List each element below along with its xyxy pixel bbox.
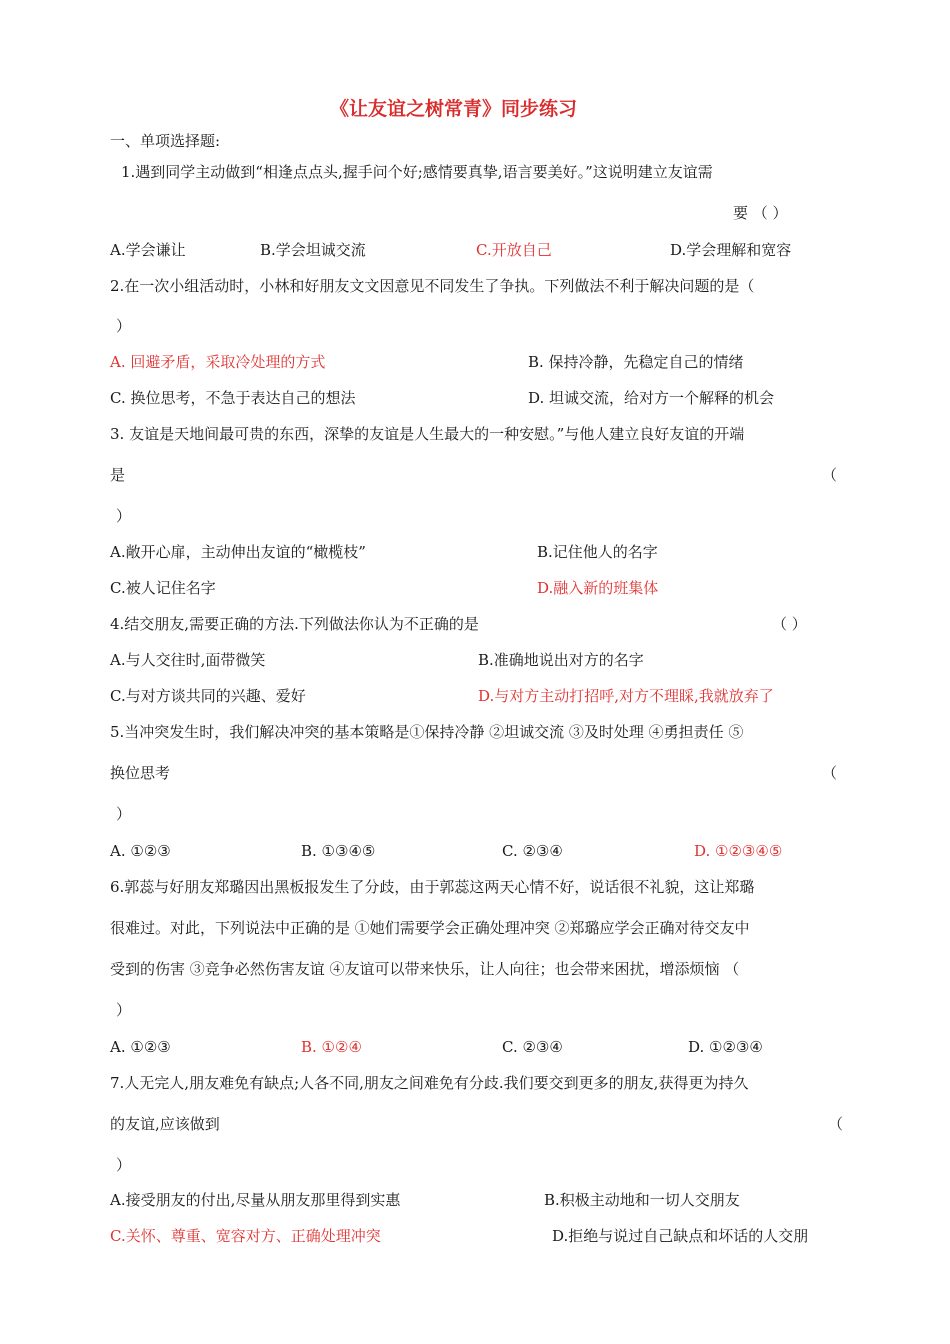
q2-stem-cont: ） [116,317,132,335]
q5-stem-cont: 换位思考 [110,764,171,782]
q4-option-a: A.与人交往时,面带微笑 [110,651,266,669]
q7-paren-open: （ [828,1115,844,1133]
q2-stem: 2.在一次小组活动时，小林和好朋友文文因意见不同发生了争执。下列做法不利于解决问题的是（ [110,277,755,295]
q7-stem-cont: 的友谊,应该做到 [110,1115,220,1133]
q1-stem: 1.遇到同学主动做到“相逢点点头,握手问个好;感情要真挚,语言要美好。”这说明建立友谊需 [121,163,713,181]
q2-option-b: B. 保持冷静，先稳定自己的情绪 [528,353,744,371]
q7-option-b: B.积极主动地和一切人交朋友 [544,1191,740,1209]
q3-paren-open: （ [822,466,838,484]
q3-option-a: A.敞开心扉，主动伸出友谊的“橄榄枝” [110,543,366,561]
q7-option-a: A.接受朋友的付出,尽量从朋友那里得到实惠 [110,1191,401,1209]
q3-option-d-answer: D.融入新的班集体 [537,579,659,597]
q4-option-b: B.准确地说出对方的名字 [478,651,644,669]
q6-option-d: D. ①②③④ [688,1038,763,1056]
q5-option-a: A. ①②③ [110,842,171,860]
q4-stem: 4.结交朋友,需要正确的方法.下列做法你认为不正确的是 [110,615,479,633]
q5-option-d-answer: D. ①②③④⑤ [694,842,783,860]
q1-option-d: D.学会理解和宽容 [670,241,792,259]
q6-stem-line2: 很难过。对此，下列说法中正确的是 ①她们需要学会正确处理冲突 ②郑璐应学会正确对待交友中 [110,919,750,937]
q6-option-a: A. ①②③ [110,1038,171,1056]
section-heading: 一、单项选择题: [110,132,221,150]
q6-paren-close: ） [116,1001,132,1019]
q3-paren-close: ） [116,507,132,525]
q3-stem-cont: 是 [110,466,126,484]
q1-stem-cont: 要 （ ） [733,204,788,222]
q3-option-b: B.记住他人的名字 [537,543,658,561]
q7-paren-close: ） [116,1156,132,1174]
q7-option-d: D.拒绝与说过自己缺点和坏话的人交朋 [552,1227,809,1245]
q6-option-b-answer: B. ①②④ [301,1038,362,1056]
q6-stem: 6.郭蕊与好朋友郑璐因出黑板报发生了分歧，由于郭蕊这两天心情不好，说话很不礼貌，这让郑璐 [110,878,755,896]
q2-option-a-answer: A. 回避矛盾，采取冷处理的方式 [110,353,326,371]
q6-stem-line3: 受到的伤害 ③竞争必然伤害友谊 ④友谊可以带来快乐，让人向往；也会带来困扰，增添烦恼 （ [110,960,740,978]
q7-option-c-answer: C.关怀、尊重、宽容对方、正确处理冲突 [110,1227,381,1245]
q7-stem: 7.人无完人,朋友难免有缺点;人各不同,朋友之间难免有分歧.我们要交到更多的朋友,获得更为持久 [110,1074,749,1092]
q1-option-a: A.学会谦让 [110,241,186,259]
q5-paren-open: （ [822,764,838,782]
q3-stem: 3. 友谊是天地间最可贵的东西，深挚的友谊是人生最大的一种安慰。”与他人建立良好友谊的开端 [110,425,745,443]
q2-option-d: D. 坦诚交流，给对方一个解释的机会 [528,389,775,407]
q4-option-d-answer: D.与对方主动打招呼,对方不理睬,我就放弃了 [478,687,774,705]
q4-option-c: C.与对方谈共同的兴趣、爱好 [110,687,306,705]
q5-paren-close: ） [116,805,132,823]
q5-stem: 5.当冲突发生时，我们解决冲突的基本策略是①保持冷静 ②坦诚交流 ③及时处理 ④勇担责任 ⑤ [110,723,744,741]
q4-paren: （ ） [772,615,807,633]
q5-option-c: C. ②③④ [502,842,563,860]
q1-option-c-answer: C.开放自己 [476,241,552,259]
q2-option-c: C. 换位思考，不急于表达自己的想法 [110,389,356,407]
q5-option-b: B. ①③④⑤ [301,842,376,860]
page-title: 《让友谊之树常青》同步练习 [330,98,578,120]
q6-option-c: C. ②③④ [502,1038,563,1056]
q1-option-b: B.学会坦诚交流 [260,241,366,259]
q3-option-c: C.被人记住名字 [110,579,216,597]
